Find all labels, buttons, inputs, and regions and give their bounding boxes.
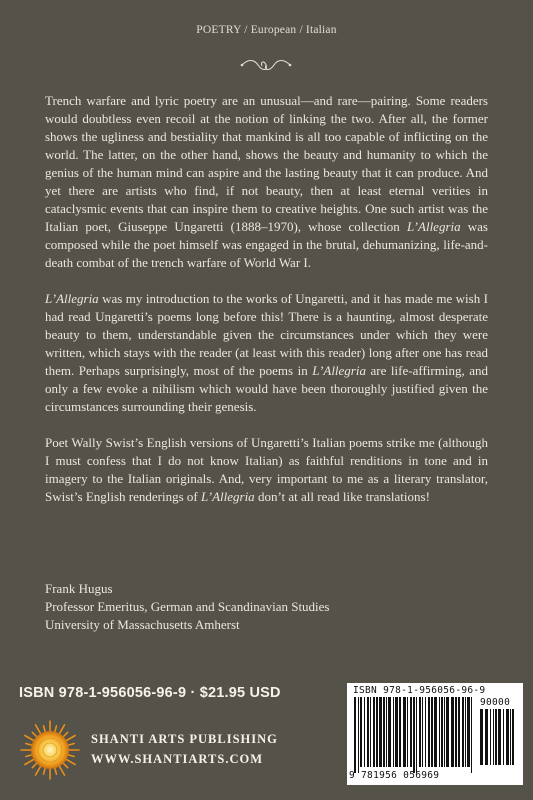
- barcode-bar: [455, 697, 457, 767]
- barcode-bar: [462, 697, 464, 767]
- barcode-bar: [410, 697, 412, 767]
- barcode-bar: [373, 697, 375, 767]
- signature-institution: University of Massachusetts Amherst: [45, 617, 240, 632]
- category-label: POETRY / European / Italian: [196, 24, 337, 36]
- sun-ray: [66, 759, 76, 765]
- barcode-bar: [512, 709, 514, 765]
- barcode-bar: [407, 697, 408, 767]
- publisher-website: WWW.SHANTIARTS.COM: [91, 752, 263, 766]
- barcode-bar: [498, 709, 501, 765]
- barcode: [347, 683, 523, 785]
- barcode-bar: [446, 697, 449, 767]
- sun-ray: [66, 736, 76, 742]
- book-title: L’Allegria: [45, 291, 99, 306]
- barcode-bar: [428, 697, 430, 767]
- barcode-bar: [510, 709, 511, 765]
- sun-ray: [26, 755, 33, 757]
- sun-ray: [44, 726, 46, 733]
- barcode-bar: [376, 697, 378, 767]
- barcode-bar: [434, 697, 437, 767]
- paragraph-text: Poet Wally Swist’s English versions of Ungaretti’s Italian poems strike me (although I must confess that I do not know Italian) as faithful renditions in tone and in imagery to the Italian originals. And, very important to me as a literary translator, Swist’s English renderings of: [45, 435, 488, 504]
- barcode-addon-digits: 90000: [480, 697, 511, 708]
- barcode-bars: [354, 697, 474, 773]
- barcode-bar: [358, 697, 359, 773]
- sun-ray: [67, 755, 74, 757]
- barcode-bar: [364, 697, 365, 767]
- barcode-bar: [386, 697, 387, 767]
- sun-ray: [63, 763, 68, 768]
- barcode-bar: [393, 697, 394, 767]
- barcode-bar: [506, 709, 509, 765]
- barcode-bar: [451, 697, 454, 767]
- sun-ray: [59, 725, 65, 735]
- paragraph-text: was composed while the poet himself was engaged in the brutal, dehumanizing, life-and-death combat of the trench warfare of World War I.: [45, 219, 488, 270]
- sun-ray: [55, 726, 57, 733]
- barcode-bar: [370, 697, 371, 767]
- barcode-bar: [431, 697, 433, 767]
- barcode-bar: [458, 697, 460, 767]
- sun-ray: [32, 732, 37, 737]
- barcode-bar: [465, 697, 466, 767]
- sun-ray: [25, 736, 35, 742]
- blurb-text: [45, 92, 488, 524]
- barcode-bar: [444, 697, 445, 767]
- barcode-bar: [425, 697, 426, 767]
- barcode-addon-bars: [480, 709, 518, 771]
- sun-ray: [32, 763, 37, 768]
- signature-block: [45, 580, 488, 634]
- barcode-bar: [395, 697, 398, 767]
- barcode-bar: [399, 697, 401, 767]
- book-title: L’Allegria: [312, 363, 366, 378]
- barcode-isbn-text: ISBN 978-1-956056-96-9: [353, 685, 486, 696]
- shanti-arts-sun-logo-icon: [20, 720, 80, 780]
- sun-ray: [26, 744, 33, 746]
- barcode-bar: [490, 709, 491, 765]
- barcode-bar: [485, 709, 488, 765]
- paragraph-text: don’t at all read like translations!: [254, 489, 430, 504]
- blurb-paragraph: [45, 290, 488, 416]
- barcode-bar: [388, 697, 391, 767]
- paragraph-text: are life-affirming, and only a few evoke a nihilism which would have been thoroughly justified given the circumstances surrounding their genesis.: [45, 363, 489, 414]
- barcode-bar: [471, 697, 472, 773]
- barcode-bar: [416, 697, 417, 773]
- barcode-bar: [354, 697, 356, 773]
- barcode-bar: [493, 709, 494, 765]
- barcode-bar: [480, 709, 483, 765]
- barcode-bar: [441, 697, 443, 767]
- sun-ray: [36, 766, 42, 776]
- barcode-ean-digits: 9 781956 056969: [349, 770, 440, 781]
- blurb-paragraph: [45, 92, 488, 272]
- publisher-name: SHANTI ARTS PUBLISHING: [91, 732, 278, 746]
- barcode-bar: [413, 697, 415, 773]
- ornament-flourish-icon: [238, 57, 294, 73]
- barcode-bar: [360, 697, 362, 767]
- isbn-price: ISBN 978-1-956056-96-9 · $21.95 USD: [19, 685, 281, 701]
- sun-ray: [67, 744, 74, 746]
- barcode-bar: [379, 697, 382, 767]
- sun-ray: [36, 725, 42, 735]
- barcode-bar: [422, 697, 423, 767]
- sun-ray: [55, 767, 57, 774]
- book-title: L’Allegria: [406, 219, 461, 234]
- sun-ray: [25, 759, 35, 765]
- barcode-bar: [403, 697, 406, 767]
- barcode-bar: [495, 709, 497, 765]
- barcode-bar: [367, 697, 369, 767]
- sun-ray: [59, 766, 65, 776]
- blurb-paragraph: [45, 434, 488, 506]
- barcode-bar: [439, 697, 440, 767]
- paragraph-text: Trench warfare and lyric poetry are an unusual—and rare—pairing. Some readers would doubtless even recoil at the notion of linking the two. After all, the former shows the ugliness and bestiality that mankind is all too capable of inflicting on the world. The latter, on the other hand, shows the beauty and humanity to which the genius of the human mind can aspire and the lasting beauty that it can produce. And yet there are artists who find, if not beauty, then at least eternal verities in cataclysmic events that can inspire them to creative heights. One such artist was the Italian poet, Giuseppe Ungaretti (1888–1970), whose collection: [45, 93, 488, 234]
- barcode-bar: [467, 697, 470, 767]
- paragraph-text: was my introduction to the works of Ungaretti, and it has made me wish I had read Ungaretti’s poems long before this! There is a haunting, almost desperate beauty to them, understandable given the circumstances under which they were written, which stays with the reader (at least with this reader) long after one has read them. Perhaps surprisingly, most of the poems in: [45, 291, 488, 378]
- sun-ray: [63, 732, 68, 737]
- signature-name: Frank Hugus: [45, 581, 113, 596]
- barcode-bar: [383, 697, 385, 767]
- barcode-bar: [419, 697, 421, 767]
- barcode-bar: [503, 709, 504, 765]
- book-title: L’Allegria: [201, 489, 255, 504]
- signature-title: Professor Emeritus, German and Scandinavian Studies: [45, 599, 330, 614]
- sun-ray: [44, 767, 46, 774]
